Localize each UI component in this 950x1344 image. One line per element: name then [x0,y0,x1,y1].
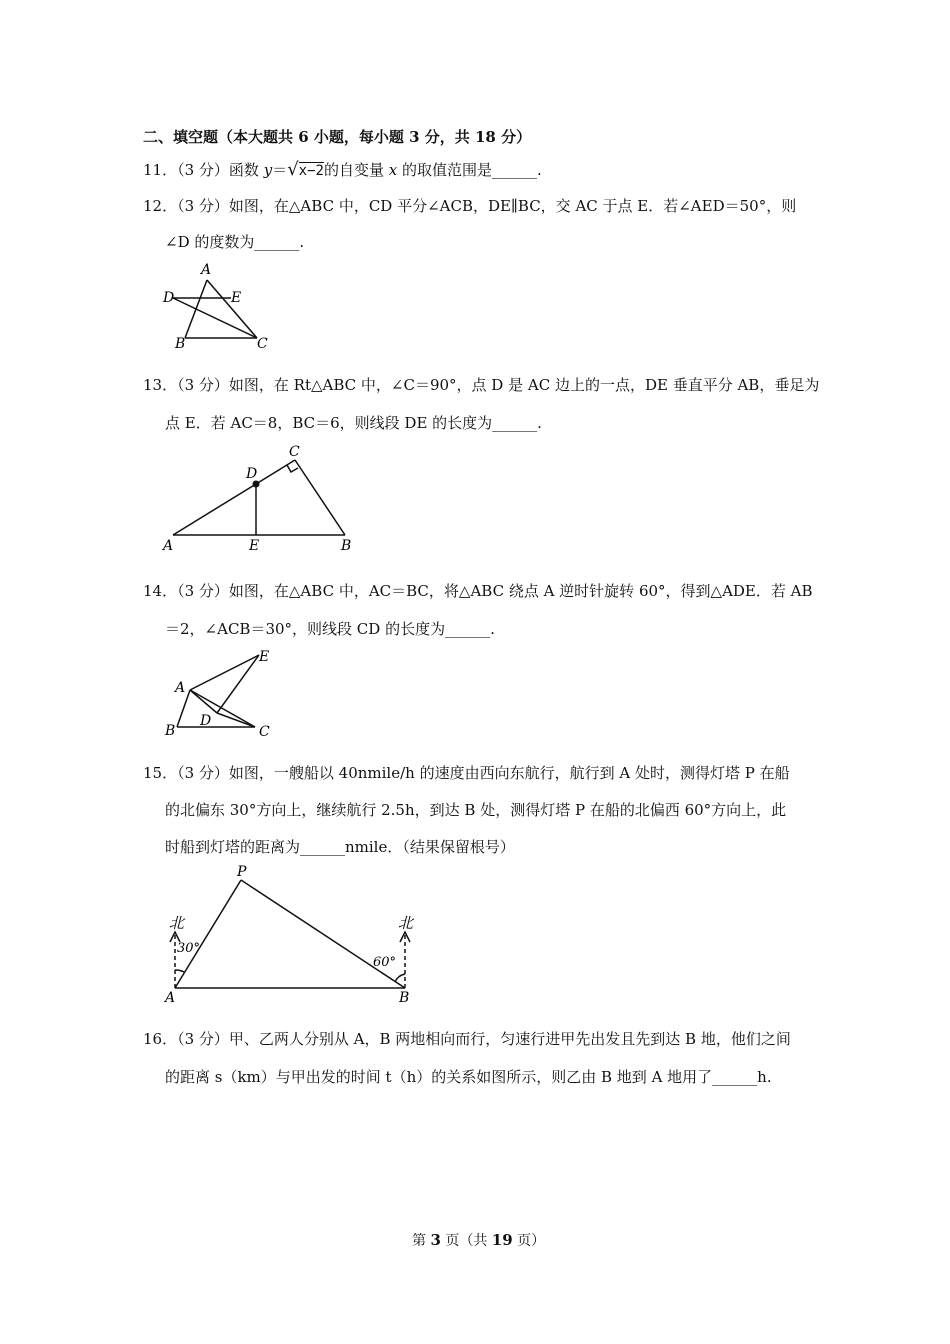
q15-angle-30: 30° [177,941,201,956]
q14-label-a: A [175,680,186,696]
q13-line-2: 点 E．若 AC＝8，BC＝6，则线段 DE 的长度为______. [165,414,542,432]
q15-label-p: P [237,864,247,880]
q15-line-3: 时船到灯塔的距离为______nmile．（结果保留根号） [165,838,515,856]
q15-edge-pb [241,880,405,988]
q14-label-b: B [165,723,176,739]
section-title: 二、填空题（本大题共 6 小题，每小题 3 分，共 18 分） [143,128,532,146]
q11-number: 11． [143,161,178,179]
q11-var-y: y [263,161,273,179]
sqrt-icon: √ [287,159,299,180]
q14-label-d: D [200,713,212,729]
q12-label-a: A [201,262,212,278]
q12-edge-dc [173,298,257,338]
q11-score: （3 分）函数 [177,161,264,179]
q11-radicand: x−2 [298,163,324,179]
q14-edge-ad [190,690,217,713]
q12-edge-ac [207,280,257,338]
q14-edge-dc [217,713,255,727]
q13-edge-ac [173,460,295,535]
q11-equals: ＝ [272,161,288,179]
q15-figure [155,862,430,1012]
q12-label-b: B [175,336,186,352]
q12-label-c: C [257,336,268,352]
q16-line-1: 16．（3 分）甲、乙两人分别从 A，B 两地相向而行，匀速行进甲先出发且先到达 B 地，他们之间 [143,1030,791,1048]
q13-label-c: C [289,444,300,460]
q15-label-a: A [165,990,176,1006]
footer-post: 页） [512,1233,546,1249]
q13-label-b: B [341,538,352,554]
q15-edge-ap [175,880,241,988]
q12-line-2: ∠D 的度数为______. [165,233,305,251]
q14-label-c: C [259,724,270,740]
q14-line-1: 14．（3 分）如图，在△ABC 中，AC＝BC，将△ABC 绕点 A 逆时针旋转 60°，得到△ADE．若 AB [143,582,813,600]
q13-line-1: 13．（3 分）如图，在 Rt△ABC 中，∠C＝90°，点 D 是 AC 边上的一点，DE 垂直平分 AB，垂足为 [143,376,820,394]
q14-figure [155,645,285,745]
q13-label-a: A [163,538,174,554]
q13-label-d: D [246,466,258,482]
q12-line-1: 12．（3 分）如图，在△ABC 中，CD 平分∠ACB，DE∥BC，交 AC 于点 E．若∠AED＝50°，则 [143,197,797,215]
q16-line-2: 的距离 s（km）与甲出发的时间 t（h）的关系如图所示，则乙由 B 地到 A 地用了______h. [165,1068,772,1086]
footer-mid: 页（共 [440,1233,492,1249]
q14-label-e: E [259,649,270,665]
footer-pre: 第 [412,1233,431,1249]
q15-angle-arc-b [395,974,405,982]
q13-edge-cb [295,460,345,535]
q15-angle-60: 60° [373,955,397,970]
q11-tail: 的取值范围是______. [397,161,542,179]
q15-angle-arc-a [175,970,184,972]
q13-figure [155,440,375,560]
q14-line-2: ＝2，∠ACB＝30°，则线段 CD 的长度为______. [165,620,495,638]
q15-line-1: 15．（3 分）如图，一艘船以 40nmile/h 的速度由西向东航行，航行到 A 处时，测得灯塔 P 在船 [143,764,790,782]
footer-total-pages: 19 [491,1231,513,1249]
footer-page-number: 3 [430,1231,441,1249]
q15-label-b: B [399,990,410,1006]
q13-label-e: E [249,538,260,554]
q11-after: 的自变量 [323,161,389,179]
right-angle-icon [287,465,298,472]
question-11 [143,160,542,181]
q15-north-a: 北 [169,914,185,932]
q15-north-b: 北 [398,914,414,932]
q12-label-d: D [163,290,175,306]
q12-label-e: E [231,290,242,306]
q14-edge-ae [190,655,259,690]
page-footer [412,1230,545,1250]
q14-edge-ed [217,655,259,713]
q11-var-x: x [388,161,398,179]
q15-line-2: 的北偏东 30°方向上，继续航行 2.5h，到达 B 处，测得灯塔 P 在船的北偏西 60°方向上，此 [165,801,787,819]
q12-figure [155,258,285,358]
